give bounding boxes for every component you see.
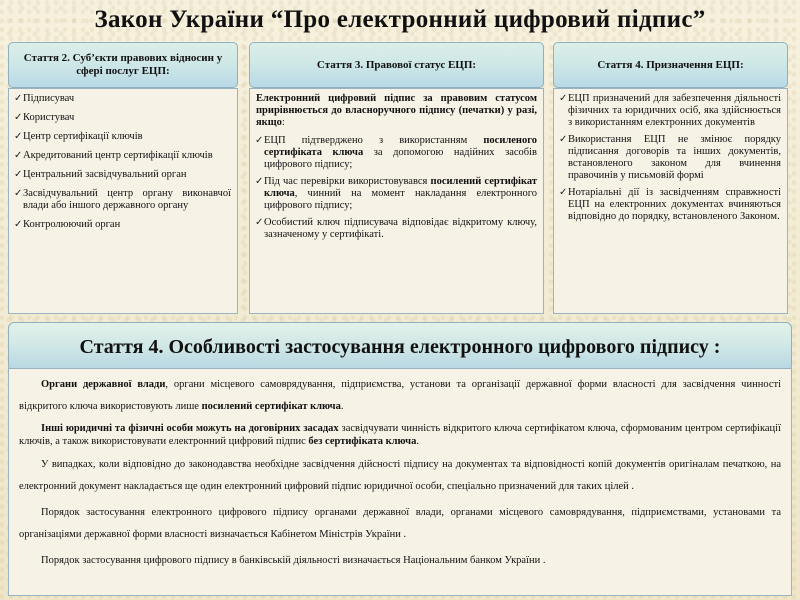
- article4-box: [553, 88, 788, 314]
- item-text: , чинний на момент накладання електронного цифрового підпису;: [264, 188, 537, 211]
- list-item: ✓ Засвідчувальний центр органу виконавчої влади або іншого державного органу: [15, 188, 231, 212]
- item-bold: посилений сертифікат ключа: [264, 176, 538, 199]
- article4b-box: [8, 368, 792, 596]
- item-text: за допомогою надійних засобів цифрового підпису;: [264, 147, 538, 170]
- p2-bold: Інші юридичні та фізичні особи можуть на договірних засадах: [41, 423, 339, 434]
- list-item: ✓ ЕЦП призначений для забезпечення діяльності фізичних та юридичних осіб, яка здійснюється з використанням електронних документів: [560, 93, 781, 129]
- article2-list: [15, 93, 231, 231]
- paragraph-3: У випадках, коли відповідно до законодавства необхідне засвідчення дійсності підпису на документах та відповідності копій документів оригіналам печаткою, на електронний документ накладається ще один електронний цифровий підпис юридичної особи, спеціально призначений для таких цілей .: [19, 459, 781, 492]
- list-item: ✓ Використання ЕЦП не змінює порядку підписання договорів та інших документів, встановленого законом для вчинення правочинів у письмовій формі: [560, 134, 781, 182]
- p1-bold-2: посилений сертифікат ключа: [201, 401, 341, 412]
- paragraph-2: [19, 422, 781, 448]
- slide-title: Закон України “Про електронний цифровий підпис”: [94, 6, 706, 33]
- article4b-header: Стаття 4. Особливості застосування електронного цифрового підпису :: [8, 322, 792, 372]
- list-item: ✓ Контролюючий орган: [15, 219, 231, 231]
- article3-list: [256, 135, 537, 241]
- list-item: ✓ Центр сертифікації ключів: [15, 131, 231, 143]
- list-item: ✓ Користувач: [15, 112, 231, 124]
- list-item: ✓ Особистий ключ підписувача відповідає відкритому ключу, зазначеному у сертифікаті.: [256, 217, 537, 241]
- p2-bold-2: без сертифіката ключа: [308, 436, 417, 447]
- p1-text: , органи місцевого самоврядування, підприємства, установи та організації державної форми власності для засвідчення чинності відкритого ключа використовують лише: [19, 379, 781, 412]
- list-item: [256, 176, 537, 212]
- paragraph-4: Порядок застосування електронного цифрового підпису органами державної влади, органами місцевого самоврядування, підприємствами, установами та організаціями державної форми власності визначається Кабінетом Міністрів України .: [19, 507, 781, 540]
- item-text: Під час перевірки використовувався: [264, 176, 431, 187]
- list-item: ✓ Нотаріальні дії із засвідченням справжності ЕЦП на електронних документах вчиняються відповідно до порядку, встановленого Законом.: [560, 187, 781, 223]
- article3-intro-end: :: [281, 117, 285, 128]
- item-text: ЕЦП підтверджено з використанням: [264, 135, 484, 146]
- p2-end: .: [416, 436, 419, 447]
- p1-bold: Органи державної влади: [41, 379, 166, 390]
- paragraph-5: Порядок застосування цифрового підпису в банківській діяльності визначається Національним банком України .: [41, 555, 546, 566]
- article4-list: [560, 93, 781, 223]
- article3-intro: [256, 93, 537, 129]
- p2-text: засвідчувати чинність відкритого ключа сертифікатом ключа, сформованим центром сертифікації ключів, а також використовувати електронний цифровий підпис: [19, 423, 782, 447]
- list-item: [256, 135, 537, 171]
- list-item: ✓ Акредитований центр сертифікації ключів: [15, 150, 231, 162]
- article3-header: Стаття 3. Правової статус ЕЦП:: [249, 42, 544, 88]
- article4-header: Стаття 4. Призначення ЕЦП:: [553, 42, 788, 88]
- article3-box: [249, 88, 544, 314]
- item-bold: посиленого сертифіката ключа: [264, 135, 537, 158]
- article3-intro-bold: Електронний цифровий підпис за правовим статусом прирівнюється до власноручного підпису (печатки) у разі, якщо: [256, 93, 537, 128]
- article2-box: [8, 88, 238, 314]
- p1-end: .: [340, 401, 344, 412]
- article2-header: Стаття 2. Суб’єкти правових відносин у сфері послуг ЕЦП:: [8, 42, 238, 88]
- paragraph-1: [19, 374, 781, 418]
- list-item: ✓ Підписувач: [15, 93, 231, 105]
- list-item: ✓ Центральний засвідчувальний орган: [15, 169, 231, 181]
